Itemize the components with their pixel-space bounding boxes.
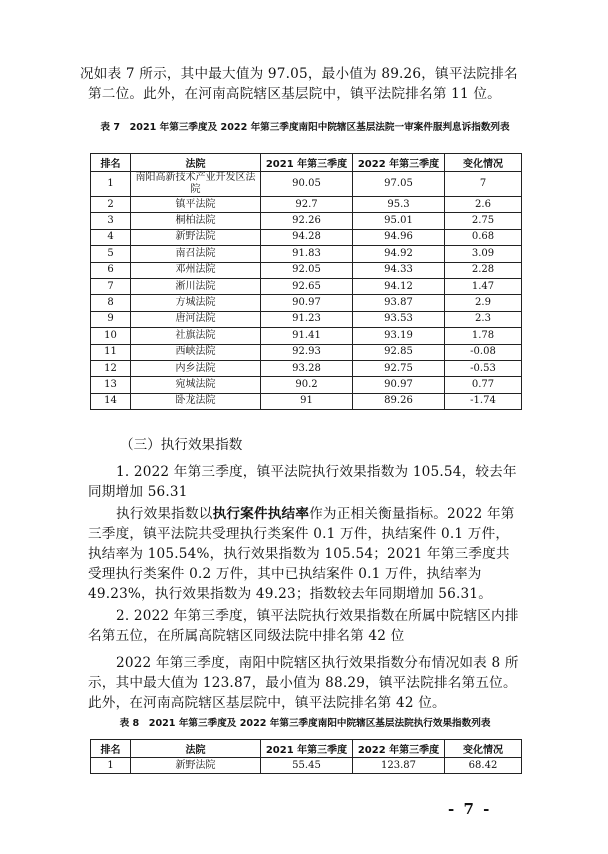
table7-header-row	[91, 154, 522, 172]
cell-2021q3: 92.93	[261, 344, 353, 360]
cell-change: 68.42	[445, 758, 522, 774]
cell-rank: 11	[91, 344, 131, 360]
paragraph-point-1: 1. 2022 年第三季度，镇平法院执行效果指数为 105.54，较去年同期增加 56.31	[88, 464, 517, 500]
paragraph-distribution: 2022 年第三季度，南阳中院辖区执行效果指数分布情况如表 8 所示，其中最大值为 123.87，最小值为 88.29，镇平法院排名第五位。此外，在河南高院辖区基层院中，镇平法院排名第 42 位。	[88, 655, 519, 711]
cell-2022q3: 93.19	[353, 328, 445, 344]
table7-header-rank: 排名	[91, 154, 131, 172]
cell-2022q3: 92.85	[353, 344, 445, 360]
cell-2022q3: 90.97	[353, 377, 445, 393]
cell-change: -0.08	[445, 344, 522, 360]
table-row	[91, 172, 522, 197]
cell-rank: 1	[91, 172, 131, 197]
cell-change: -0.53	[445, 360, 522, 376]
table-row	[91, 758, 522, 774]
cell-rank: 13	[91, 377, 131, 393]
cell-change: 1.78	[445, 328, 522, 344]
cell-rank: 10	[91, 328, 131, 344]
table-row	[91, 393, 522, 409]
cell-rank: 8	[91, 295, 131, 311]
paragraph-point-2: 2. 2022 年第三季度，镇平法院执行效果指数在所属中院辖区内排名第五位，在所属高院辖区同级法院中排名第 42 位	[88, 608, 519, 644]
cell-2022q3: 89.26	[353, 393, 445, 409]
cell-rank: 7	[91, 278, 131, 294]
table8-header-court: 法院	[131, 740, 261, 758]
cell-2021q3: 90.05	[261, 172, 353, 197]
cell-2022q3: 92.75	[353, 360, 445, 376]
cell-2021q3: 94.28	[261, 229, 353, 245]
table7-header-court: 法院	[131, 154, 261, 172]
cell-2022q3: 93.53	[353, 311, 445, 327]
paragraph-ranking-summary: 况如表 7 所示，其中最大值为 97.05，最小值为 89.26，镇平法院排名第二位。此外，在河南高院辖区基层院中，镇平法院排名第 11 位。	[80, 66, 518, 102]
cell-change: 7	[445, 172, 522, 197]
cell-court: 新野法院	[131, 758, 261, 774]
table7-header-2021q3: 2021 年第三季度	[261, 154, 353, 172]
cell-change: 1.47	[445, 278, 522, 294]
cell-court: 西峡法院	[131, 344, 261, 360]
cell-change: 0.68	[445, 229, 522, 245]
table-row	[91, 344, 522, 360]
cell-rank: 2	[91, 197, 131, 213]
cell-court: 宛城法院	[131, 377, 261, 393]
cell-2021q3: 93.28	[261, 360, 353, 376]
cell-court: 卧龙法院	[131, 393, 261, 409]
table-row	[91, 360, 522, 376]
cell-court: 淅川法院	[131, 278, 261, 294]
table-row	[91, 197, 522, 213]
cell-2022q3: 94.12	[353, 278, 445, 294]
cell-court: 唐河法院	[131, 311, 261, 327]
cell-change: 0.77	[445, 377, 522, 393]
table-row	[91, 246, 522, 262]
cell-rank: 5	[91, 246, 131, 262]
cell-change: 2.75	[445, 213, 522, 229]
table8	[90, 739, 522, 774]
cell-2021q3: 91.23	[261, 311, 353, 327]
cell-rank: 9	[91, 311, 131, 327]
cell-2021q3: 92.26	[261, 213, 353, 229]
table8-header-change: 变化情况	[445, 740, 522, 758]
cell-2021q3: 92.65	[261, 278, 353, 294]
cell-2022q3: 95.3	[353, 197, 445, 213]
cell-change: 2.9	[445, 295, 522, 311]
cell-court: 内乡法院	[131, 360, 261, 376]
cell-2022q3: 94.92	[353, 246, 445, 262]
cell-court: 桐柏法院	[131, 213, 261, 229]
table-row	[91, 328, 522, 344]
cell-court: 邓州法院	[131, 262, 261, 278]
table7	[90, 153, 522, 410]
cell-change: 2.28	[445, 262, 522, 278]
page-number: - 7 -	[448, 800, 492, 818]
cell-2022q3: 94.96	[353, 229, 445, 245]
cell-2022q3: 95.01	[353, 213, 445, 229]
cell-change: 3.09	[445, 246, 522, 262]
cell-court: 南阳高新技术产业开发区法院	[131, 172, 261, 197]
table-row	[91, 229, 522, 245]
cell-2022q3: 93.87	[353, 295, 445, 311]
table7-header-change: 变化情况	[445, 154, 522, 172]
table-row	[91, 311, 522, 327]
cell-court: 方城法院	[131, 295, 261, 311]
table8-caption: 表 8 2021 年第三季度及 2022 年第三季度南阳中院辖区基层法院执行效果指数列表	[119, 718, 491, 729]
table-row	[91, 278, 522, 294]
cell-court: 社旗法院	[131, 328, 261, 344]
cell-change: 2.6	[445, 197, 522, 213]
table-row	[91, 295, 522, 311]
table7-caption: 表 7 2021 年第三季度及 2022 年第三季度南阳中院辖区基层法院一审案件服判息诉指数列表	[100, 122, 510, 133]
table8-header-row	[91, 740, 522, 758]
cell-2021q3: 91.83	[261, 246, 353, 262]
explanation-body: 作为正相关衡量指标。2022 年第三季度，镇平法院共受理执行类案件 0.1 万件，执结案件 0.1 万件，执结率为 105.54%，执行效果指数为 105.54；2021 年第三季度共受理执行类案件 0.2 万件，其中已执结案件 0.1 万件，执结率为 49.23%，执行效果指数为 49.23；指数较去年同期增加 56.31。	[88, 506, 515, 602]
cell-court: 新野法院	[131, 229, 261, 245]
cell-2021q3: 92.7	[261, 197, 353, 213]
paragraph-explanation	[88, 504, 520, 604]
table-row	[91, 377, 522, 393]
table8-header-2022q3: 2022 年第三季度	[353, 740, 445, 758]
cell-2022q3: 123.87	[353, 758, 445, 774]
cell-2022q3: 94.33	[353, 262, 445, 278]
cell-change: 2.3	[445, 311, 522, 327]
cell-court: 镇平法院	[131, 197, 261, 213]
table-row	[91, 213, 522, 229]
cell-2021q3: 91	[261, 393, 353, 409]
explanation-lead: 执行效果指数以	[116, 506, 213, 522]
cell-rank: 14	[91, 393, 131, 409]
table8-header-2021q3: 2021 年第三季度	[261, 740, 353, 758]
table-row	[91, 262, 522, 278]
cell-rank: 4	[91, 229, 131, 245]
cell-2021q3: 55.45	[261, 758, 353, 774]
cell-2021q3: 90.97	[261, 295, 353, 311]
cell-2021q3: 92.05	[261, 262, 353, 278]
cell-2022q3: 97.05	[353, 172, 445, 197]
explanation-key-metric: 执行案件执结率	[212, 506, 310, 522]
table8-header-rank: 排名	[91, 740, 131, 758]
cell-rank: 12	[91, 360, 131, 376]
cell-change: -1.74	[445, 393, 522, 409]
cell-rank: 3	[91, 213, 131, 229]
cell-rank: 1	[91, 758, 131, 774]
cell-2021q3: 90.2	[261, 377, 353, 393]
cell-2021q3: 91.41	[261, 328, 353, 344]
section-heading: （三）执行效果指数	[120, 437, 243, 453]
table7-header-2022q3: 2022 年第三季度	[353, 154, 445, 172]
cell-rank: 6	[91, 262, 131, 278]
cell-court: 南召法院	[131, 246, 261, 262]
